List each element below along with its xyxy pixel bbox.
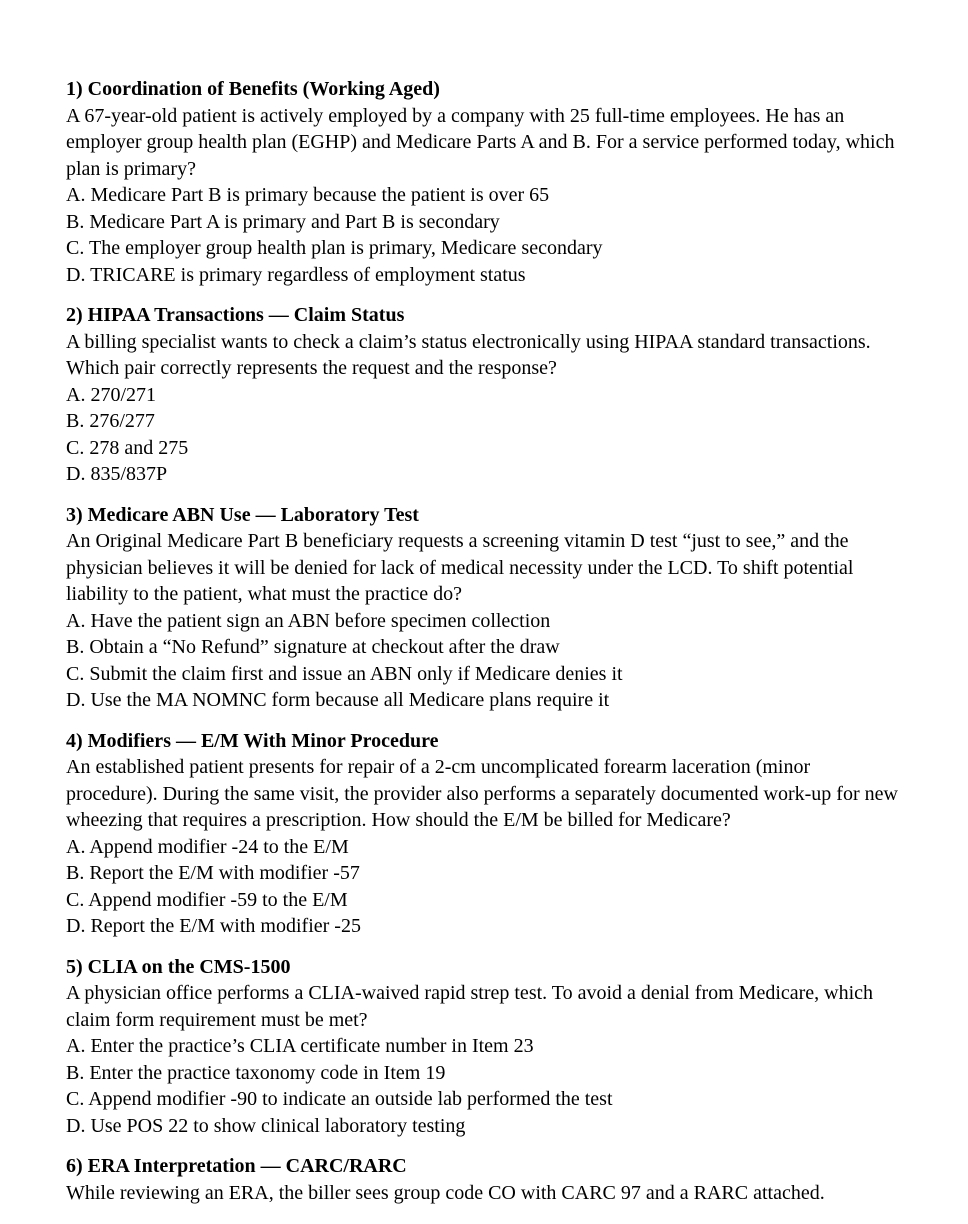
answer-option: A. 270/271 [66, 383, 156, 406]
answer-option: D. TRICARE is primary regardless of employment status [66, 263, 526, 286]
question-body: An Original Medicare Part B beneficiary requests a screening vitamin D test “just to see,” and the physician believes it will be denied for lack of medical necessity under the LCD. To shift potential liability to the patient, what must the practice do? [66, 530, 854, 605]
answer-option: C. 278 and 275 [66, 436, 189, 459]
options-list [66, 1033, 902, 1139]
answer-option: A. Medicare Part B is primary because the patient is over 65 [66, 184, 550, 206]
question-heading: 3) Medicare ABN Use — Laboratory Test [66, 503, 419, 526]
question-block [66, 728, 902, 940]
question-heading: 5) CLIA on the CMS-1500 [66, 955, 291, 978]
question-block [66, 502, 902, 714]
question-heading: 1) Coordination of Benefits (Working Aged) [66, 78, 440, 100]
question-block [66, 954, 902, 1140]
question-heading: 6) ERA Interpretation — CARC/RARC [66, 1155, 407, 1177]
questions-list [66, 76, 902, 1206]
answer-option: D. Use the MA NOMNC form because all Medicare plans require it [66, 689, 610, 711]
answer-option: C. Append modifier -90 to indicate an outside lab performed the test [66, 1088, 613, 1110]
answer-option: D. Use POS 22 to show clinical laboratory testing [66, 1114, 466, 1137]
answer-option: B. Obtain a “No Refund” signature at checkout after the draw [66, 636, 560, 658]
answer-option: C. Append modifier -59 to the E/M [66, 888, 348, 911]
question-block [66, 302, 902, 488]
answer-option: C. Submit the claim first and issue an ABN only if Medicare denies it [66, 662, 623, 685]
question-body: An established patient presents for repair of a 2-cm uncomplicated forearm laceration (minor procedure). During the same visit, the provider also performs a separately documented work-up for new wheezing that requires a prescription. How should the E/M be billed for Medicare? [66, 756, 898, 831]
question-body: A 67-year-old patient is actively employed by a company with 25 full-time employees. He has an employer group health plan (EGHP) and Medicare Parts A and B. For a service performed today, which plan is primary? [66, 104, 895, 180]
answer-option: D. Report the E/M with modifier -25 [66, 915, 361, 937]
answer-option: D. 835/837P [66, 463, 168, 485]
answer-option: B. 276/277 [66, 410, 155, 432]
answer-option: A. Append modifier -24 to the E/M [66, 835, 349, 858]
answer-option: B. Report the E/M with modifier -57 [66, 862, 360, 884]
options-list [66, 608, 902, 714]
question-body: While reviewing an ERA, the biller sees group code CO with CARC 97 and a RARC attached. [66, 1181, 825, 1204]
question-block [66, 76, 902, 288]
options-list [66, 182, 902, 288]
answer-option: B. Enter the practice taxonomy code in Item 19 [66, 1061, 446, 1084]
answer-option: B. Medicare Part A is primary and Part B is secondary [66, 210, 500, 233]
question-block [66, 1153, 902, 1206]
answer-option: A. Have the patient sign an ABN before specimen collection [66, 609, 551, 632]
question-heading: 4) Modifiers — E/M With Minor Procedure [66, 729, 439, 752]
options-list [66, 834, 902, 940]
question-body: A physician office performs a CLIA-waived rapid strep test. To avoid a denial from Medicare, which claim form requirement must be met? [66, 982, 874, 1031]
options-list [66, 382, 902, 488]
answer-option: A. Enter the practice’s CLIA certificate number in Item 23 [66, 1035, 534, 1057]
question-body: A billing specialist wants to check a claim’s status electronically using HIPAA standard transactions. Which pair correctly represents the request and the response? [66, 330, 871, 379]
question-heading: 2) HIPAA Transactions — Claim Status [66, 304, 405, 326]
answer-option: C. The employer group health plan is primary, Medicare secondary [66, 237, 603, 259]
